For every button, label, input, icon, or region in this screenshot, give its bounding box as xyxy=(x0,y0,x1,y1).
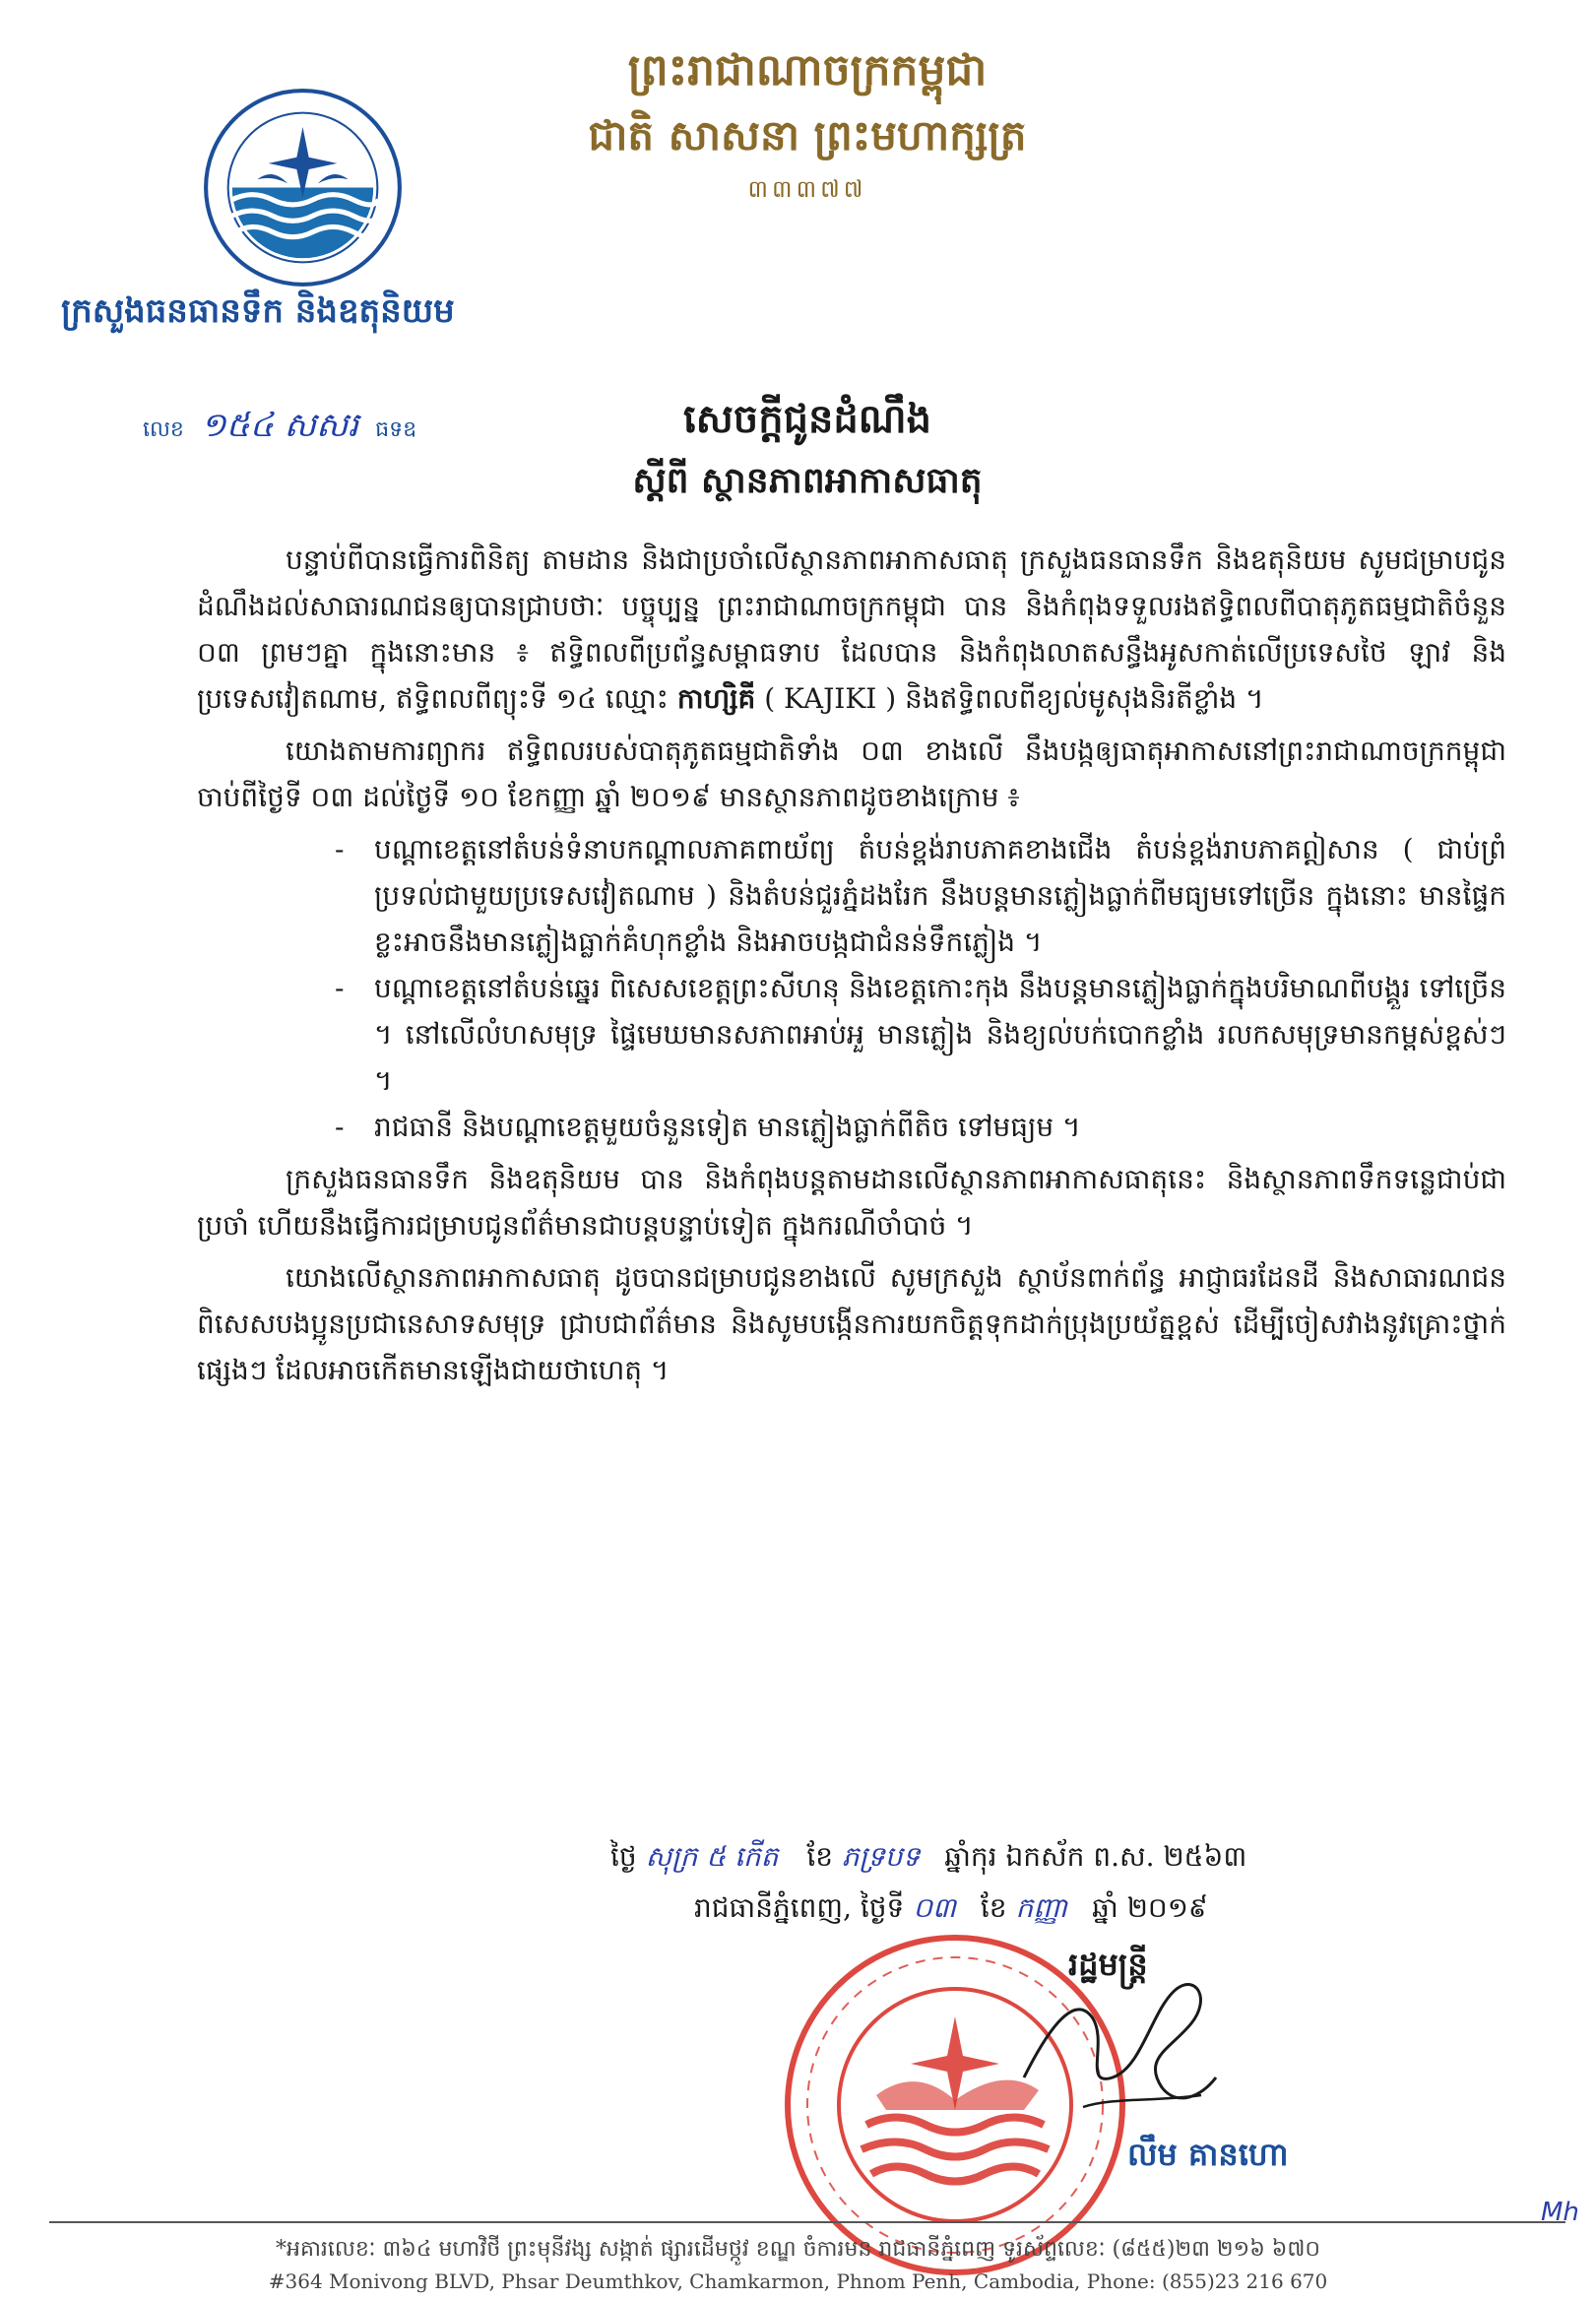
ministry-logo xyxy=(202,87,404,288)
paragraph-4: យោងលើស្ថានភាពអាកាសធាតុ ដូចបានជម្រាបជូនខាងលើ សូមក្រសួង ស្ថាប័នពាក់ព័ន្ធ អាជ្ញាធរដែនដី និងសាធារណជន ពិសេសបងប្អូនប្រជានេសាទសមុទ្រ ជ្រាបជាព័ត៌មាន និងសូមបង្កើនការយកចិត្តទុកដាក់ប្រុងប្រយ័ត្នខ្ពស់ ដើម្បីចៀសវាងនូវគ្រោះថ្នាក់ផ្សេងៗ ដែលអាចកើតមានឡើងជាយថាហេតុ ។ xyxy=(197,1261,1506,1386)
footer-address-english: #364 Monivong BLVD, Phsar Deumthkov, Chamkarmon, Phnom Penh, Cambodia, Phone: (855)23 216 670 xyxy=(268,2269,1328,2293)
footer-address-khmer: *អគារលេខៈ ៣៦៤ មហាវិថី ព្រះមុនីវង្ស សង្កាត់ ផ្សារដើមថ្កូវ ខណ្ឌ ចំការមន រាជធានីភ្នំពេញ ទូរស័ព្ទលេខៈ (៨៥៥)២៣ ២១៦ ៦៧០ xyxy=(276,2237,1320,2262)
national-motto: ជាតិ សាសនា ព្រះមហាក្សត្រ xyxy=(588,111,1027,160)
ref-prefix: លេខ xyxy=(143,417,184,442)
list-item: - បណ្តាខេត្តនៅតំបន់ទំនាបកណ្តាលភាគពាយ័ព្យ តំបន់ខ្ពង់រាបភាគខាងជើង តំបន់ខ្ពង់រាបភាគឦសាន ( ជាប់ព្រំប្រទល់ជាមួយប្រទេសវៀតណាម ) និងតំបន់ជួរភ្នំដងរែក នឹងបន្តមានភ្លៀងធ្លាក់ពីមធ្យមទៅច្រើន ក្នុងនោះ មានផ្ទៃកខ្លះអាចនឹងមានភ្លៀងធ្លាក់គំហុកខ្លាំង និងអាចបង្កជាជំនន់ទឹកភ្លៀង ។ xyxy=(335,833,1506,958)
document-subtitle: ស្តីពី ស្ថានភាពអាកាសធាតុ xyxy=(632,460,983,501)
initial-mark: Mh xyxy=(1541,2198,1579,2227)
solar-date: រាជធានីភ្នំពេញ, ថ្ងៃទី ០៣ ខែ កញ្ញា ឆ្នាំ ២០១៩ xyxy=(694,1891,1208,1924)
list-item: - បណ្តាខេត្តនៅតំបន់ឆ្នេរ ពិសេសខេត្តព្រះសីហនុ និងខេត្តកោះកុង នឹងបន្តមានភ្លៀងធ្លាក់ក្នុងបរិមាណពីបង្គួរ ទៅច្រើន ។ នៅលើលំហសមុទ្រ ផ្ទៃមេឃមានសភាពអាប់អួ មានភ្លៀង និងខ្យល់បក់បោកខ្លាំង រលកសមុទ្រមានកម្ពស់ខ្ពស់ៗ ។ xyxy=(335,972,1506,1097)
ministry-name: ក្រសួងធនធានទឹក និងឧតុនិយម xyxy=(61,291,455,331)
document-title: សេចក្តីជូនដំណឹង xyxy=(683,396,931,442)
paragraph-2: យោងតាមការព្យាករ ឥទ្ធិពលរបស់បាតុភូតធម្មជាតិទាំង ០៣ ខាងលើ នឹងបង្កឲ្យធាតុអាកាសនៅព្រះរាជាណាចក្រកម្ពុជា ចាប់ពីថ្ងៃទី ០៣ ដល់ថ្ងៃទី ១០ ខែកញ្ញា ឆ្នាំ ២០១៩ មានស្ថានភាពដូចខាងក្រោម ៖ xyxy=(197,735,1506,813)
kingdom-name: ព្រះរាជាណាចក្រកម្ពុជា xyxy=(627,45,988,96)
footer-divider xyxy=(49,2221,1565,2223)
document-body xyxy=(197,537,1506,1399)
signer-name: លឹម គានហោ xyxy=(1127,2136,1289,2173)
storm-name: កាហ្សិគី xyxy=(676,682,756,715)
kingdom-motto xyxy=(512,41,1103,209)
paragraph-3: ក្រសួងធនធានទឹក និងឧតុនិយម បាន និងកំពុងបន្តតាមដានលើស្ថានភាពអាកាសធាតុនេះ និងស្ថានភាពទឹកទន្លេជាប់ជាប្រចាំ ហើយនឹងធ្វើការជម្រាបជូនព័ត៌មានជាបន្តបន្ទាប់ទៀត ក្នុងករណីចាំបាច់ ។ xyxy=(197,1163,1506,1242)
motto-ornament: ៣៣៣៧៧ xyxy=(747,175,867,203)
lunar-date: ថ្ងៃ សុក្រ ៥ កើត ខែ ភទ្របទ ឆ្នាំកុរ ឯកស័ក ព.ស. ២៥៦៣ xyxy=(610,1840,1247,1873)
list-item: - រាជធានី និងបណ្តាខេត្តមួយចំនួនទៀត មានភ្លៀងធ្លាក់ពីតិច ទៅមធ្យម ។ xyxy=(335,1111,1081,1143)
signer-position: រដ្ឋមន្ត្រី xyxy=(1068,1946,1148,1983)
ref-suffix: ធទឧ xyxy=(375,417,417,442)
ref-number-handwritten: ១៥៤ សសរ xyxy=(200,406,359,445)
reference-number xyxy=(143,404,416,453)
forecast-list xyxy=(197,826,1506,1150)
paragraph-1: បន្ទាប់ពីបានធ្វើការពិនិត្យ តាមដាន និងជាប្រចាំលើស្ថានភាពអាកាសធាតុ ក្រសួងធនធានទឹក និងឧតុនិយម សូមជម្រាបជូនដំណឹងដល់សាធារណជនឲ្យបានជ្រាបថាៈ បច្ចុប្បន្ន ព្រះរាជាណាចក្រកម្ពុជា បាន និងកំពុងទទួលរងឥទ្ធិពលពីបាតុភូតធម្មជាតិចំនួន ០៣ ព្រមៗគ្នា ក្នុងនោះមាន ៖ ឥទ្ធិពលពីប្រព័ន្ធសម្ពាធទាប ដែលបាន និងកំពុងលាតសន្ធឹងអូសកាត់លើប្រទេសថៃ ឡាវ និងប្រទេសវៀតណាម, ឥទ្ធិពលពីព្យុះទី ១៤ ឈ្មោះ កាហ្សិគី ( KAJIKI ) និងឥទ្ធិពលពីខ្យល់មូសុងនិរតីខ្លាំង ។ xyxy=(197,543,1506,715)
